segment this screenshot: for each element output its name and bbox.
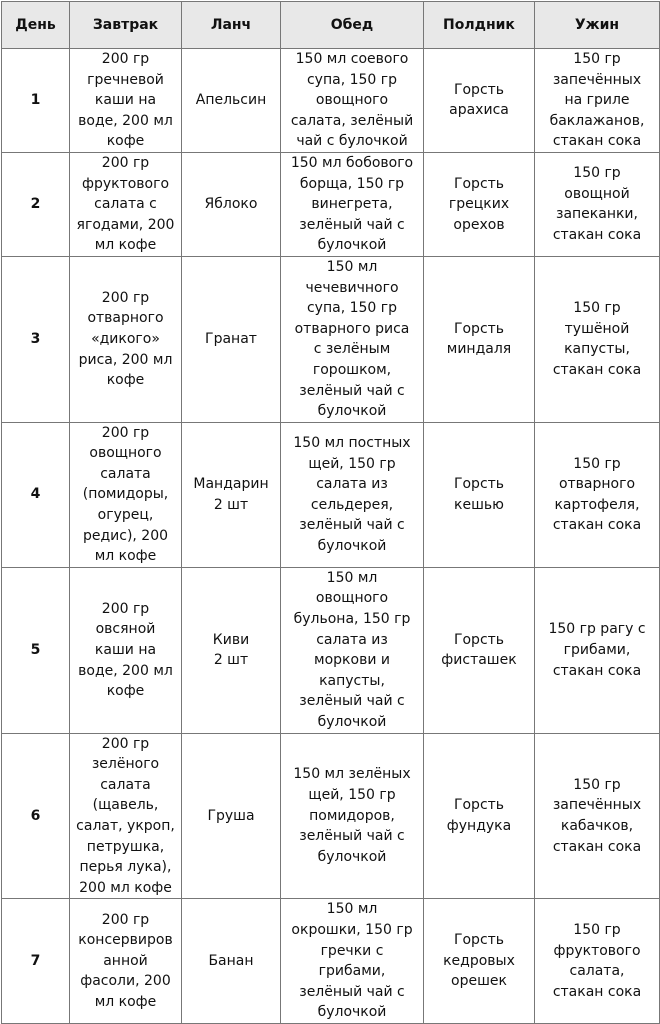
snack-cell: Горсть арахиса bbox=[424, 49, 535, 153]
day-number: 2 bbox=[2, 152, 70, 256]
breakfast-cell: 200 гр гречневой каши на воде, 200 мл кофе bbox=[70, 49, 182, 153]
dinner-cell: 150 мл соевого супа, 150 гр овощного салата, зелёный чай с булочкой bbox=[281, 49, 424, 153]
supper-cell: 150 гр фруктового салата, стакан сока bbox=[535, 899, 660, 1024]
table-row bbox=[2, 152, 660, 256]
day-number: 3 bbox=[2, 256, 70, 422]
day-number: 1 bbox=[2, 49, 70, 153]
header-day: День bbox=[2, 2, 70, 49]
breakfast-cell: 200 гр консервиров анной фасоли, 200 мл кофе bbox=[70, 899, 182, 1024]
table-row bbox=[2, 567, 660, 733]
table-row bbox=[2, 733, 660, 899]
snack-cell: Горсть фундука bbox=[424, 733, 535, 899]
snack-cell: Горсть фисташек bbox=[424, 567, 535, 733]
snack-cell: Горсть кешью bbox=[424, 422, 535, 567]
header-snack: Полдник bbox=[424, 2, 535, 49]
lunch-cell: Яблоко bbox=[182, 152, 281, 256]
dinner-cell: 150 мл окрошки, 150 гр гречки с грибами, зелёный чай с булочкой bbox=[281, 899, 424, 1024]
dinner-cell: 150 мл зелёных щей, 150 гр помидоров, зелёный чай с булочкой bbox=[281, 733, 424, 899]
snack-cell: Горсть грецких орехов bbox=[424, 152, 535, 256]
header-dinner: Обед bbox=[281, 2, 424, 49]
breakfast-cell: 200 гр зелёного салата (щавель, салат, укроп, петрушка, перья лука), 200 мл кофе bbox=[70, 733, 182, 899]
dinner-cell: 150 мл овощного бульона, 150 гр салата из моркови и капусты, зелёный чай с булочкой bbox=[281, 567, 424, 733]
supper-cell: 150 гр тушёной капусты, стакан сока bbox=[535, 256, 660, 422]
breakfast-cell: 200 гр отварного «дикого» риса, 200 мл кофе bbox=[70, 256, 182, 422]
meal-plan-table bbox=[1, 1, 660, 1024]
supper-cell: 150 гр овощной запеканки, стакан сока bbox=[535, 152, 660, 256]
dinner-cell: 150 мл постных щей, 150 гр салата из сельдерея, зелёный чай с булочкой bbox=[281, 422, 424, 567]
day-number: 7 bbox=[2, 899, 70, 1024]
day-number: 5 bbox=[2, 567, 70, 733]
supper-cell: 150 гр запечённых на гриле баклажанов, стакан сока bbox=[535, 49, 660, 153]
header-supper: Ужин bbox=[535, 2, 660, 49]
lunch-cell: Киви 2 шт bbox=[182, 567, 281, 733]
dinner-cell: 150 мл чечевичного супа, 150 гр отварного риса с зелёным горошком, зелёный чай с булочкой bbox=[281, 256, 424, 422]
lunch-cell: Апельсин bbox=[182, 49, 281, 153]
table-header-row bbox=[2, 2, 660, 49]
supper-cell: 150 гр рагу с грибами, стакан сока bbox=[535, 567, 660, 733]
day-number: 6 bbox=[2, 733, 70, 899]
lunch-cell: Мандарин 2 шт bbox=[182, 422, 281, 567]
header-breakfast: Завтрак bbox=[70, 2, 182, 49]
breakfast-cell: 200 гр фруктового салата с ягодами, 200 мл кофе bbox=[70, 152, 182, 256]
supper-cell: 150 гр запечённых кабачков, стакан сока bbox=[535, 733, 660, 899]
snack-cell: Горсть миндаля bbox=[424, 256, 535, 422]
day-number: 4 bbox=[2, 422, 70, 567]
lunch-cell: Банан bbox=[182, 899, 281, 1024]
table-row bbox=[2, 49, 660, 153]
snack-cell: Горсть кедровых орешек bbox=[424, 899, 535, 1024]
lunch-cell: Гранат bbox=[182, 256, 281, 422]
breakfast-cell: 200 гр овсяной каши на воде, 200 мл кофе bbox=[70, 567, 182, 733]
table-row bbox=[2, 899, 660, 1024]
header-lunch: Ланч bbox=[182, 2, 281, 49]
supper-cell: 150 гр отварного картофеля, стакан сока bbox=[535, 422, 660, 567]
breakfast-cell: 200 гр овощного салата (помидоры, огурец, редис), 200 мл кофе bbox=[70, 422, 182, 567]
table-row bbox=[2, 256, 660, 422]
lunch-cell: Груша bbox=[182, 733, 281, 899]
dinner-cell: 150 мл бобового борща, 150 гр винегрета, зелёный чай с булочкой bbox=[281, 152, 424, 256]
table-row bbox=[2, 422, 660, 567]
